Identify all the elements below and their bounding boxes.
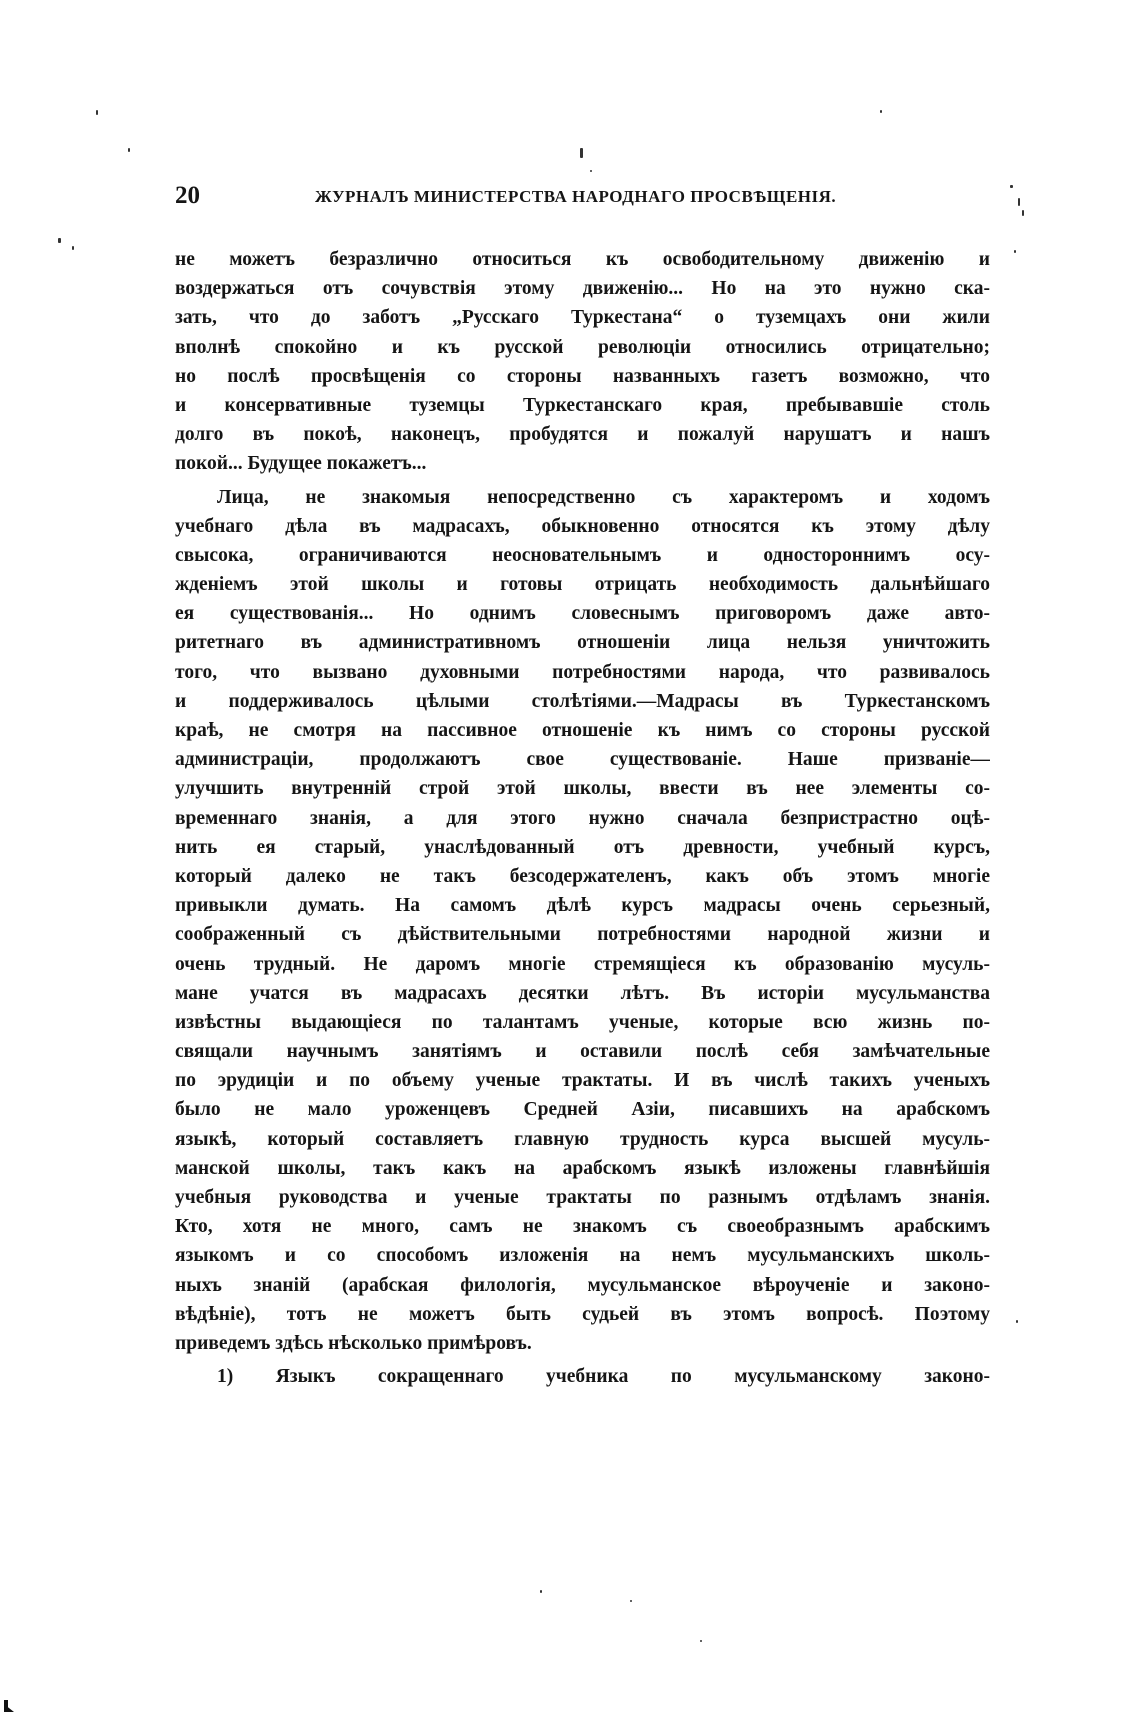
text-line: по эрудиціи и по объему ученые трактаты. И въ числѣ такихъ ученыхъ — [175, 1070, 990, 1092]
text-line: вѣдѣніе), тотъ не можетъ быть судьей въ этомъ вопросѣ. Поэтому — [175, 1303, 990, 1325]
text-line: долго въ покоѣ, наконецъ, пробудятся и пожалуй нарушатъ и нашъ — [175, 424, 990, 446]
text-line: зать, что до заботъ „Русскаго Туркестана“ о туземцахъ они жили — [175, 307, 990, 329]
text-line: временнаго знанія, а для этого нужно сначала безпристрастно оцѣ- — [175, 807, 990, 829]
text-line: языкомъ и со способомъ изложенія на немъ мусульманскихъ школь- — [175, 1245, 990, 1267]
page-number: 20 — [175, 182, 200, 209]
text-line: жденіемъ этой школы и готовы отрицать необходимость дальнѣйшаго — [175, 574, 990, 596]
text-line: ея существованія... Но однимъ словеснымъ приговоромъ даже авто- — [175, 603, 990, 625]
text-line: учебныя руководства и ученые трактаты по разнымъ отдѣламъ знанія. — [175, 1187, 990, 1208]
scan-corner-mark — [4, 1700, 14, 1712]
text-line: Кто, хотя не много, самъ не знакомъ съ своеобразнымъ арабскимъ — [175, 1216, 990, 1238]
scan-speck — [630, 1600, 632, 1602]
text-line: воздержаться отъ сочувствія этому движенію... Но на это нужно ска- — [175, 278, 990, 300]
text-line: не можетъ безразлично относиться къ освободительному движенію и — [175, 249, 990, 270]
scan-speck — [1016, 1320, 1018, 1323]
text-line: нить ея старый, унаслѣдованный отъ древности, учебный курсъ, — [175, 836, 990, 858]
journal-title: ЖУРНАЛЪ МИНИСТЕРСТВА НАРОДНАГО ПРОСВѢЩЕНІЯ. — [315, 187, 837, 206]
text-line: администраціи, продолжаютъ свое существованіе. Наше призваніе— — [175, 749, 990, 771]
text-line: который далеко не такъ безсодержателенъ, какъ объ этомъ многіе — [175, 865, 990, 887]
scan-speck — [58, 238, 61, 243]
text-line: мане учатся въ мадрасахъ десятки лѣтъ. Въ исторіи мусульманства — [175, 982, 990, 1004]
text-line: очень трудный. Не даромъ многіе стремящіеся къ образованію мусуль- — [175, 953, 990, 975]
scan-speck — [1010, 185, 1013, 188]
text-line: было не мало уроженцевъ Средней Азіи, писавшихъ на арабскомъ — [175, 1099, 990, 1121]
text-line: ныхъ знаній (арабская филологія, мусульманское вѣроученіе и законо- — [175, 1274, 990, 1296]
text-line: привыкли думать. На самомъ дѣлѣ курсъ мадрасы очень серьезный, — [175, 895, 990, 917]
scan-speck — [1014, 250, 1016, 253]
scan-speck — [700, 1640, 702, 1642]
text-line: вполнѣ спокойно и къ русской революціи относились отрицательно; — [175, 336, 990, 358]
text-line: 1) Языкъ сокращеннаго учебника по мусульманскому законо- — [217, 1366, 990, 1388]
scan-speck — [880, 110, 882, 113]
text-line: покой... Будущее покажетъ... — [175, 453, 427, 475]
scan-speck — [128, 148, 130, 152]
text-line: и консервативные туземцы Туркестанскаго края, пребывавшіе столь — [175, 394, 990, 416]
text-line: манской школы, такъ какъ на арабскомъ языкѣ изложены главнѣйшія — [175, 1157, 990, 1179]
scan-speck — [1018, 198, 1020, 206]
text-line: того, что вызвано духовными потребностями народа, что развивалось — [175, 661, 990, 683]
text-line: приведемъ здѣсь нѣсколько примѣровъ. — [175, 1332, 532, 1354]
text-line: но послѣ просвѣщенія со стороны названныхъ газетъ возможно, что — [175, 365, 990, 387]
text-line: извѣстны выдающіеся по талантамъ ученые, которые всю жизнь по- — [175, 1011, 990, 1033]
body-text — [175, 245, 990, 1391]
text-line: Лица, не знакомыя непосредственно съ характеромъ и ходомъ — [217, 486, 990, 508]
text-line: улучшить внутренній строй этой школы, ввести въ нее элементы со- — [175, 778, 990, 800]
scan-speck — [1022, 210, 1024, 216]
text-line: языкѣ, который составляетъ главную трудность курса высшей мусуль- — [175, 1128, 990, 1150]
text-line: краѣ, не смотря на пассивное отношеніе къ нимъ со стороны русской — [175, 720, 990, 741]
text-line: соображенный съ дѣйствительными потребностями народной жизни и — [175, 924, 990, 946]
scan-speck — [540, 1590, 542, 1593]
scan-speck — [590, 170, 592, 172]
text-line: учебнаго дѣла въ мадрасахъ, обыкновенно относятся къ этому дѣлу — [175, 515, 990, 537]
scan-speck — [580, 148, 583, 158]
text-line: ритетнаго въ административномъ отношеніи лица нельзя уничтожить — [175, 632, 990, 654]
text-line: и поддерживалось цѣлыми столѣтіями.—Мадрасы въ Туркестанскомъ — [175, 690, 990, 712]
scan-speck — [72, 246, 74, 250]
text-line: свысока, ограничиваются неосновательнымъ и одностороннимъ осу- — [175, 544, 990, 566]
text-line: свящали научнымъ занятіямъ и оставили послѣ себя замѣчательные — [175, 1041, 990, 1063]
running-header — [175, 182, 1005, 214]
scan-speck — [96, 110, 98, 115]
